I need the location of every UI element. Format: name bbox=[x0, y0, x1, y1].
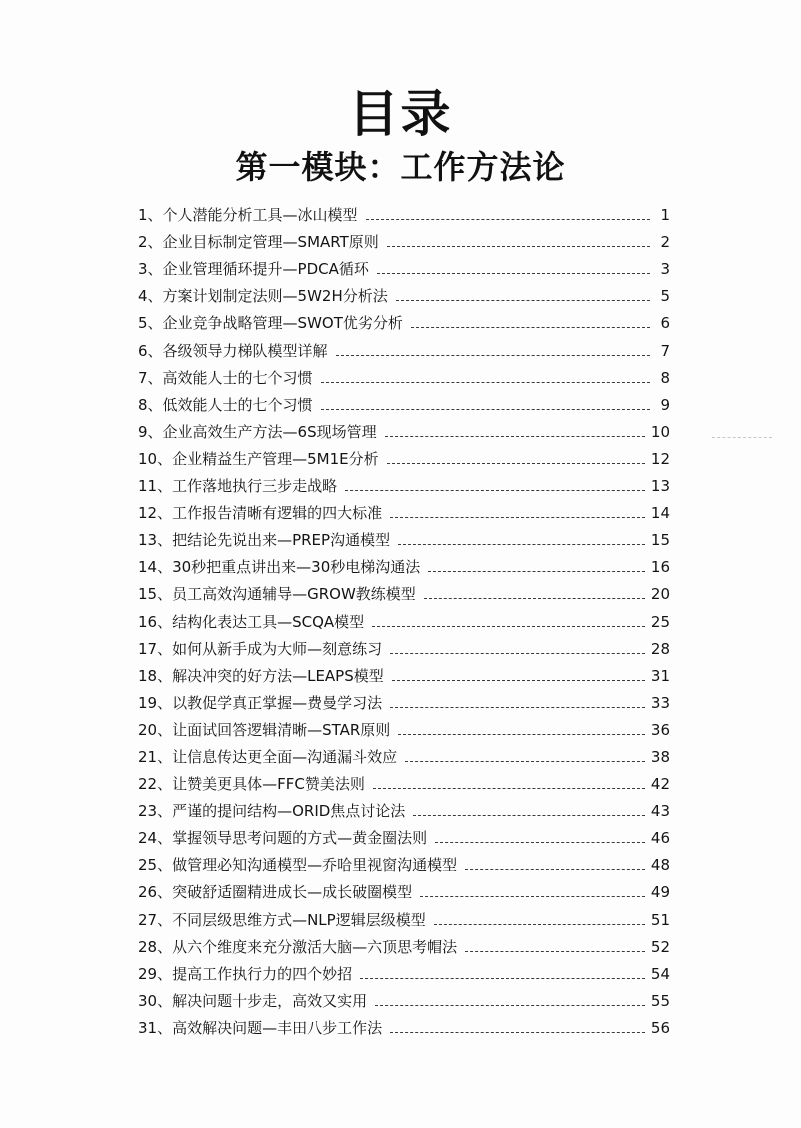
toc-entry[interactable] bbox=[138, 333, 670, 360]
toc-entry[interactable] bbox=[138, 252, 670, 279]
toc-entry-page-number: 14 bbox=[650, 504, 670, 523]
toc-entry[interactable] bbox=[138, 740, 670, 767]
toc-entry-title: 8、低效能人士的七个习惯 bbox=[138, 395, 313, 414]
dotted-leader bbox=[428, 571, 645, 572]
toc-entry-page-number: 3 bbox=[660, 260, 670, 279]
dotted-leader bbox=[345, 490, 645, 491]
toc-entry-title: 29、提高工作执行力的四个妙招 bbox=[138, 964, 353, 983]
toc-entry-title: 5、企业竞争战略管理—SWOT优劣分析 bbox=[138, 314, 403, 333]
toc-entry-page-number: 10 bbox=[650, 422, 670, 441]
toc-entry-title: 3、企业管理循环提升—PDCA循环 bbox=[138, 260, 369, 279]
toc-entry-page-number: 5 bbox=[660, 287, 670, 306]
toc-entry[interactable] bbox=[138, 523, 670, 550]
toc-entry-title: 11、工作落地执行三步走战略 bbox=[138, 477, 338, 496]
dotted-leader bbox=[375, 1005, 645, 1006]
dotted-leader bbox=[390, 653, 645, 654]
scan-artifact bbox=[712, 437, 772, 442]
dotted-leader bbox=[411, 327, 650, 328]
dotted-leader bbox=[413, 815, 645, 816]
toc-entry-page-number: 43 bbox=[650, 802, 670, 821]
toc-entry[interactable] bbox=[138, 848, 670, 875]
dotted-leader bbox=[377, 273, 650, 274]
toc-entry[interactable] bbox=[138, 388, 670, 415]
dotted-leader bbox=[321, 382, 650, 383]
toc-entry-page-number: 12 bbox=[650, 449, 670, 468]
dotted-leader bbox=[387, 463, 645, 464]
toc-entry-title: 26、突破舒适圈精进成长—成长破圈模型 bbox=[138, 883, 413, 902]
toc-entry[interactable] bbox=[138, 902, 670, 929]
toc-entry-page-number: 20 bbox=[650, 585, 670, 604]
toc-entry-title: 23、严谨的提问结构—ORID焦点讨论法 bbox=[138, 802, 406, 821]
dotted-leader bbox=[366, 219, 650, 220]
toc-entry-page-number: 36 bbox=[650, 720, 670, 739]
toc-entry-page-number: 6 bbox=[660, 314, 670, 333]
toc-entry-title: 6、各级领导力梯队模型详解 bbox=[138, 341, 328, 360]
toc-entry-title: 25、做管理必知沟通模型—乔哈里视窗沟通模型 bbox=[138, 856, 458, 875]
toc-entry-title: 30、解决问题十步走，高效又实用 bbox=[138, 991, 368, 1010]
toc-entry-title: 27、不同层级思维方式—NLP逻辑层级模型 bbox=[138, 910, 426, 929]
toc-entry-title: 4、方案计划制定法则—5W2H分析法 bbox=[138, 287, 388, 306]
toc-entry-title: 31、高效解决问题—丰田八步工作法 bbox=[138, 1018, 383, 1037]
toc-entry-title: 24、掌握领导思考问题的方式—黄金圈法则 bbox=[138, 829, 428, 848]
dotted-leader bbox=[435, 842, 645, 843]
toc-entry[interactable] bbox=[138, 306, 670, 333]
toc-entry[interactable] bbox=[138, 794, 670, 821]
toc-entry[interactable] bbox=[138, 767, 670, 794]
toc-entry-page-number: 46 bbox=[650, 829, 670, 848]
toc-entry[interactable] bbox=[138, 496, 670, 523]
toc-entry-title: 20、让面试回答逻辑清晰—STAR原则 bbox=[138, 720, 391, 739]
dotted-leader bbox=[390, 517, 645, 518]
toc-entry[interactable] bbox=[138, 442, 670, 469]
toc-entry-title: 21、让信息传达更全面—沟通漏斗效应 bbox=[138, 747, 398, 766]
toc-entry[interactable] bbox=[138, 984, 670, 1011]
dotted-leader bbox=[398, 734, 645, 735]
toc-entry-page-number: 38 bbox=[650, 747, 670, 766]
toc-entry-page-number: 1 bbox=[660, 206, 670, 225]
toc-entry[interactable] bbox=[138, 225, 670, 252]
toc-entry-page-number: 8 bbox=[660, 368, 670, 387]
page-title: 目录 bbox=[348, 85, 453, 143]
dotted-leader bbox=[465, 869, 645, 870]
toc-entry-page-number: 9 bbox=[660, 395, 670, 414]
dotted-leader bbox=[420, 896, 645, 897]
toc-entry-title: 1、个人潜能分析工具—冰山模型 bbox=[138, 206, 358, 225]
dotted-leader bbox=[434, 924, 645, 925]
dotted-leader bbox=[398, 544, 645, 545]
toc-entry[interactable] bbox=[138, 632, 670, 659]
dotted-leader bbox=[373, 788, 645, 789]
toc-entry-title: 12、工作报告清晰有逻辑的四大标准 bbox=[138, 504, 383, 523]
dotted-leader bbox=[390, 1032, 645, 1033]
toc-entry-title: 22、让赞美更具体—FFC赞美法则 bbox=[138, 775, 365, 794]
toc-entry[interactable] bbox=[138, 957, 670, 984]
table-of-contents bbox=[138, 198, 670, 1038]
toc-entry-page-number: 31 bbox=[650, 666, 670, 685]
toc-entry-page-number: 28 bbox=[650, 639, 670, 658]
toc-entry-page-number: 25 bbox=[650, 612, 670, 631]
toc-entry-title: 13、把结论先说出来—PREP沟通模型 bbox=[138, 531, 391, 550]
toc-entry-title: 18、解决冲突的好方法—LEAPS模型 bbox=[138, 666, 384, 685]
dotted-leader bbox=[405, 761, 645, 762]
toc-entry-page-number: 16 bbox=[650, 558, 670, 577]
toc-entry-page-number: 55 bbox=[650, 991, 670, 1010]
toc-entry[interactable] bbox=[138, 875, 670, 902]
toc-entry-title: 17、如何从新手成为大师—刻意练习 bbox=[138, 639, 383, 658]
module-heading: 第一模块：工作方法论 bbox=[235, 148, 566, 186]
toc-entry-title: 9、企业高效生产方法—6S现场管理 bbox=[138, 422, 377, 441]
toc-entry-page-number: 51 bbox=[650, 910, 670, 929]
toc-entry-title: 16、结构化表达工具—SCQA模型 bbox=[138, 612, 365, 631]
toc-entry-page-number: 54 bbox=[650, 964, 670, 983]
dotted-leader bbox=[336, 355, 650, 356]
toc-entry[interactable] bbox=[138, 279, 670, 306]
toc-entry-title: 10、企业精益生产管理—5M1E分析 bbox=[138, 449, 379, 468]
dotted-leader bbox=[321, 409, 650, 410]
toc-entry[interactable] bbox=[138, 198, 670, 225]
toc-entry-title: 19、以教促学真正掌握—费曼学习法 bbox=[138, 693, 383, 712]
dotted-leader bbox=[372, 626, 645, 627]
toc-entry[interactable] bbox=[138, 659, 670, 686]
toc-entry-page-number: 33 bbox=[650, 693, 670, 712]
dotted-leader bbox=[387, 246, 650, 247]
toc-entry-title: 15、员工高效沟通辅导—GROW教练模型 bbox=[138, 585, 416, 604]
toc-entry-page-number: 52 bbox=[650, 937, 670, 956]
dotted-leader bbox=[392, 680, 645, 681]
toc-entry-page-number: 15 bbox=[650, 531, 670, 550]
toc-entry-page-number: 48 bbox=[650, 856, 670, 875]
toc-entry[interactable] bbox=[138, 1011, 670, 1038]
toc-entry-title: 14、30秒把重点讲出来—30秒电梯沟通法 bbox=[138, 558, 421, 577]
toc-entry-page-number: 49 bbox=[650, 883, 670, 902]
toc-entry-title: 7、高效能人士的七个习惯 bbox=[138, 368, 313, 387]
toc-entry-page-number: 2 bbox=[660, 233, 670, 252]
toc-entry[interactable] bbox=[138, 361, 670, 388]
toc-entry-page-number: 7 bbox=[660, 341, 670, 360]
toc-entry-title: 28、从六个维度来充分激活大脑—六顶思考帽法 bbox=[138, 937, 458, 956]
toc-entry[interactable] bbox=[138, 821, 670, 848]
toc-entry[interactable] bbox=[138, 686, 670, 713]
dotted-leader bbox=[390, 707, 645, 708]
toc-entry[interactable] bbox=[138, 415, 670, 442]
dotted-leader bbox=[360, 978, 645, 979]
dotted-leader bbox=[385, 436, 645, 437]
toc-entry-page-number: 56 bbox=[650, 1018, 670, 1037]
toc-entry[interactable] bbox=[138, 577, 670, 604]
dotted-leader bbox=[396, 300, 650, 301]
toc-entry[interactable] bbox=[138, 604, 670, 631]
toc-entry-page-number: 42 bbox=[650, 775, 670, 794]
toc-entry[interactable] bbox=[138, 469, 670, 496]
toc-entry-title: 2、企业目标制定管理—SMART原则 bbox=[138, 233, 379, 252]
dotted-leader bbox=[424, 598, 645, 599]
dotted-leader bbox=[465, 951, 645, 952]
toc-entry[interactable] bbox=[138, 930, 670, 957]
toc-entry[interactable] bbox=[138, 713, 670, 740]
toc-entry-page-number: 13 bbox=[650, 477, 670, 496]
toc-entry[interactable] bbox=[138, 550, 670, 577]
